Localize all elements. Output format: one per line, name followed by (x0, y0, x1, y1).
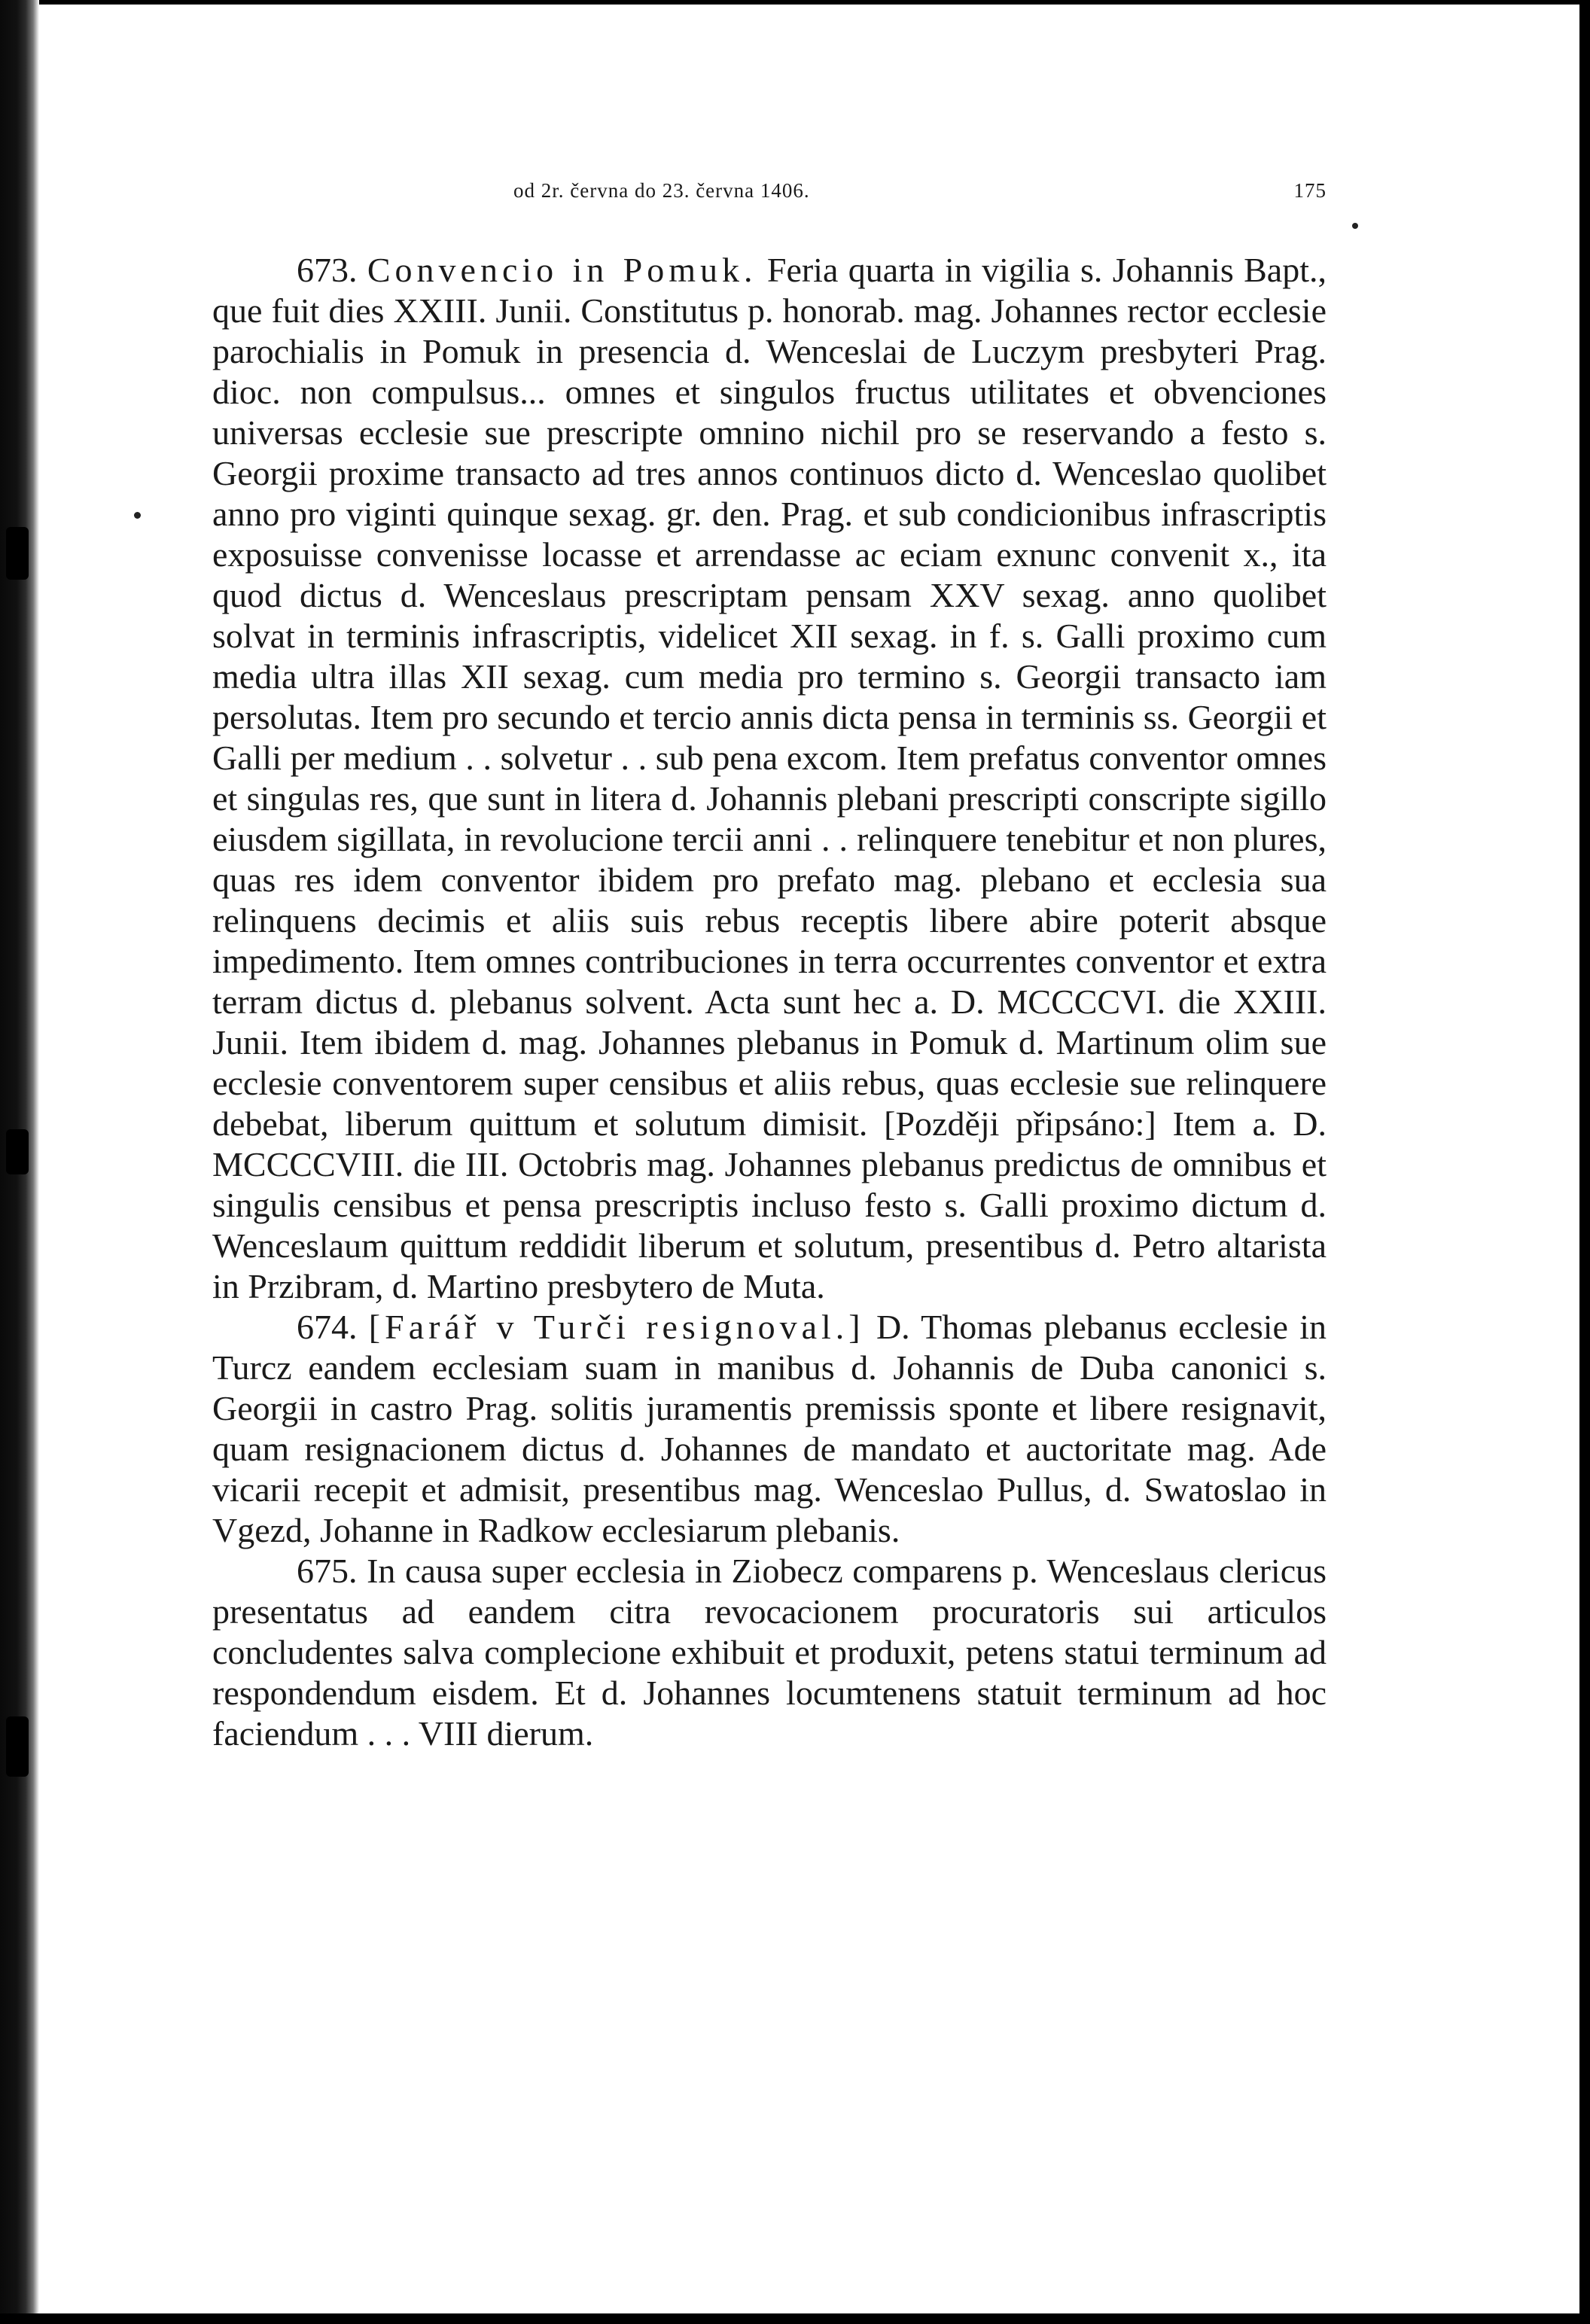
scan-speck (134, 512, 141, 519)
running-header (212, 179, 1327, 209)
entry-number: 673. (297, 251, 358, 289)
scan-edge-mark (6, 1129, 29, 1174)
entry-text: D. Thomas plebanus ecclesie in Turcz eandem ecclesiam suam in manibus d. Johannis de Duba canonici s. Georgii in castro Prag. solitis juramentis premissis sponte et libere resignavit, quam resignacionem dictus d. Johannes de mandato et auctoritate mag. Ade vicarii recepit et admisit, presentibus mag. Wenceslao Pullus, d. Swatoslao in Vgezd, Johanne in Radkow ecclesiarum plebanis. (212, 1308, 1327, 1549)
running-header-title: od 2r. června do 23. června 1406. (513, 179, 810, 202)
entry-text: Feria quarta in vigilia s. Johannis Bapt., que fuit dies XXIII. Junii. Constitutus p. honorab. mag. Johannes rector ecclesie parochialis in Pomuk in presencia d. Wenceslai de Luczym presbyteri Prag. dioc. non compulsus... omnes et singulos fructus utilitates et obvenciones universas ecclesie sue prescripte omnino nichil pro se reservando a festo s. Georgii proxime transacto ad tres annos continuos dicto d. Wenceslao quolibet anno pro viginti quinque sexag. gr. den. Prag. et sub condicionibus infrascriptis exposuisse convenisse locasse et arrendasse ac eciam exnunc convenit x., ita quod dictus d. Wenceslaus prescriptam pensam XXV sexag. anno quolibet solvat in terminis infrascriptis, videlicet XII sexag. in f. s. Galli proximo cum media ultra illas XII sexag. cum media pro termino s. Georgii transacto iam persolutas. Item pro secundo et tercio annis dicta pensa in terminis ss. Georgii et Galli per medium . . solvetur . . sub pena excom. Item prefatus conventor omnes et singulas res, que sunt in litera d. Johannis plebani prescripti conscripte sigillo eiusdem sigillata, in revolucione tercii anni . . relinquere tenebitur et non plures, quas res idem conventor ibidem pro prefato mag. plebano et ecclesia sua relinquens decimis et aliis suis rebus receptis libere abire poterit absque impedimento. Item omnes contribuciones in terra occurrentes conventor et extra terram dictus d. plebanus solvent. Acta sunt hec a. D. MCCCCVI. die XXIII. Junii. Item ibidem d. mag. Johannes plebanus in Pomuk d. Martinum olim sue ecclesie conventorem super censibus et aliis rebus, quas ecclesie sue relinquere debebat, liberum quittum et solutum dimisit. [Později připsáno:] Item a. D. MCCCCVIII. die III. Octobris mag. Johannes plebanus predictus de omnibus et singulis censibus et pensa prescriptis incluso festo s. Galli proximo dictum d. Wenceslaum quittum reddidit liberum et solutum, presentibus d. Petro altarista in Przibram, d. Martino presbytero de Muta. (212, 251, 1327, 1305)
scan-speck (1352, 223, 1358, 229)
entry-674 (212, 1307, 1327, 1551)
scan-edge-mark (6, 1716, 29, 1777)
scan-edge-mark (6, 527, 29, 580)
entry-673 (212, 250, 1327, 1307)
entry-number: 674. (297, 1308, 358, 1346)
scan-edge-right (1579, 0, 1590, 2324)
entry-675 (212, 1551, 1327, 1754)
document-body (212, 250, 1327, 1754)
entry-text: In causa super ecclesia in Ziobecz comparens p. Wenceslaus clericus presentatus ad eandem citra revocacionem procuratoris sui articulos concludentes salva complecione exhibuit et produxit, petens statui terminum ad respondendum eisdem. Et d. Johannes locumtenens statuit terminum ad hoc faciendum . . . VIII dierum. (212, 1552, 1327, 1753)
entry-heading: [Farář v Turči resignoval.] (368, 1308, 865, 1346)
entry-number: 675. (297, 1552, 358, 1590)
scan-edge-top (0, 0, 1590, 5)
entry-heading: Convencio in Pomuk. (367, 251, 757, 289)
scan-edge-bottom (0, 2313, 1590, 2324)
page-number: 175 (1293, 179, 1327, 202)
